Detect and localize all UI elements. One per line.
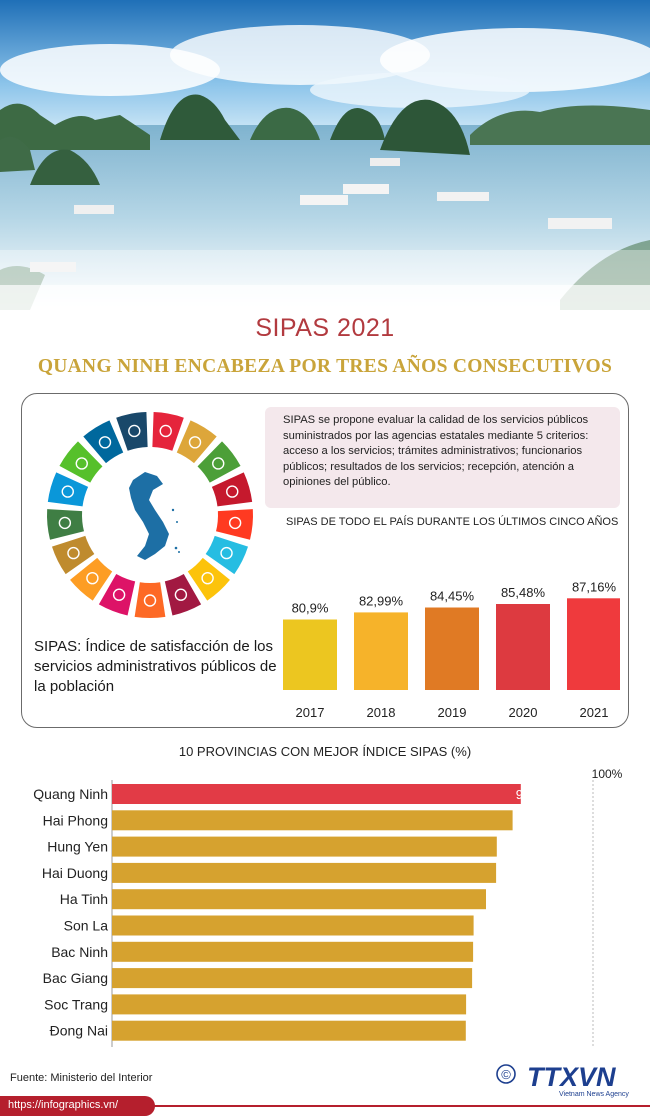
source-note: Fuente: Ministerio del Interior — [10, 1072, 153, 1084]
year-category-label: 2019 — [437, 705, 467, 720]
sdg-tile — [216, 509, 253, 540]
province-name-label: Quang Ninh — [33, 786, 108, 802]
footer-url-link[interactable]: https://infographics.vn/ — [8, 1099, 119, 1111]
yearly-sipas-chart — [270, 540, 620, 720]
province-value-label: 90,13 — [515, 918, 549, 934]
footer-bar — [0, 1096, 650, 1116]
hero-landscape-image — [0, 0, 650, 310]
province-bar — [112, 968, 472, 988]
footer-url-bar — [0, 1096, 155, 1116]
province-value-label: 92,07 — [515, 839, 549, 855]
page-title: SIPAS 2021 — [255, 314, 395, 342]
province-name-label: Hung Yen — [47, 838, 108, 855]
province-value-label: 90,09 — [515, 944, 549, 960]
page-subtitle: QUANG NINH ENCABEZA POR TRES AÑOS CONSECUTIVOS — [37, 356, 613, 377]
province-name-label: Đong Nai — [49, 1022, 108, 1039]
province-value-label: 92,01 — [515, 865, 549, 881]
year-category-label: 2020 — [508, 705, 538, 720]
description-box — [265, 407, 620, 508]
axis-max-label: 100% — [591, 767, 623, 781]
province-name-label: Soc Trang — [44, 996, 108, 1013]
province-bar — [112, 942, 473, 962]
province-value-label: 94,07 — [515, 787, 549, 802]
province-name-label: Hai Duong — [41, 864, 108, 881]
year-category-label: 2017 — [295, 705, 325, 720]
year-value-label: 80,9% — [291, 600, 329, 616]
province-bar — [112, 916, 474, 936]
year-value-label: 82,99% — [358, 593, 404, 609]
year-bar — [567, 598, 620, 690]
year-value-label: 84,45% — [429, 588, 475, 604]
footer-divider — [140, 1105, 650, 1107]
province-value-label: 90,01 — [515, 971, 549, 987]
province-name-label: Son La — [63, 917, 108, 934]
ttxvn-logo — [494, 1058, 644, 1098]
provinces-chart-title: 10 PROVINCIAS CON MEJOR ÍNDICE SIPAS (%) — [178, 744, 472, 759]
province-value-label: 91,17 — [515, 892, 549, 908]
logo-subtext: Vietnam News Agency — [559, 1091, 629, 1098]
year-bar — [283, 620, 337, 691]
province-bar — [112, 1021, 466, 1041]
yearly-chart-title: SIPAS DE TODO EL PAÍS DURANTE LOS ÚLTIMOS CINCO AÑOS — [286, 516, 619, 528]
province-bar — [112, 837, 497, 857]
sipas-definition: SIPAS: Índice de satisfacción de los servicios administrativos públicos de la población — [34, 638, 277, 695]
province-name-label: Bac Giang — [42, 970, 108, 987]
province-value-label: 89,51 — [515, 997, 549, 1013]
copyright-symbol: © — [501, 1067, 511, 1082]
sdg-tile — [135, 582, 166, 618]
province-value-label: 89,48 — [515, 1023, 549, 1039]
year-value-label: 85,48% — [500, 585, 546, 600]
year-category-label: 2018 — [366, 705, 396, 720]
vietnam-map-icon — [129, 472, 169, 560]
year-category-label: 2021 — [579, 705, 609, 720]
province-value-label: 93,38 — [515, 813, 549, 829]
province-bar — [112, 889, 486, 909]
year-value-label: 87,16% — [571, 579, 617, 595]
province-bar — [112, 810, 513, 830]
province-name-label: Bac Ninh — [51, 943, 108, 960]
year-bar — [496, 604, 550, 690]
provinces-chart — [0, 764, 650, 1054]
province-name-label: Ha Tinh — [59, 891, 108, 908]
year-bar — [354, 612, 408, 690]
sdg-tile — [47, 509, 84, 540]
province-name-label: Hai Phong — [42, 812, 108, 829]
description-text: SIPAS se propone evaluar la calidad de los servicios públicos suministrados por las agencias estatales mediante 5 criterios: acceso a los servicios; trámites administrativos; funcionarios públicos; resultados de los servicios; recepción, atención a opiniones del público. — [283, 414, 589, 488]
sdg-tile — [152, 412, 183, 451]
year-bar — [425, 608, 479, 691]
sdg-tile — [116, 412, 147, 451]
logo-text: TTXVN — [527, 1062, 616, 1092]
province-bar — [112, 994, 466, 1014]
province-bar — [112, 863, 496, 883]
province-bar — [112, 784, 521, 804]
sdg-wheel-graphic — [45, 410, 255, 620]
